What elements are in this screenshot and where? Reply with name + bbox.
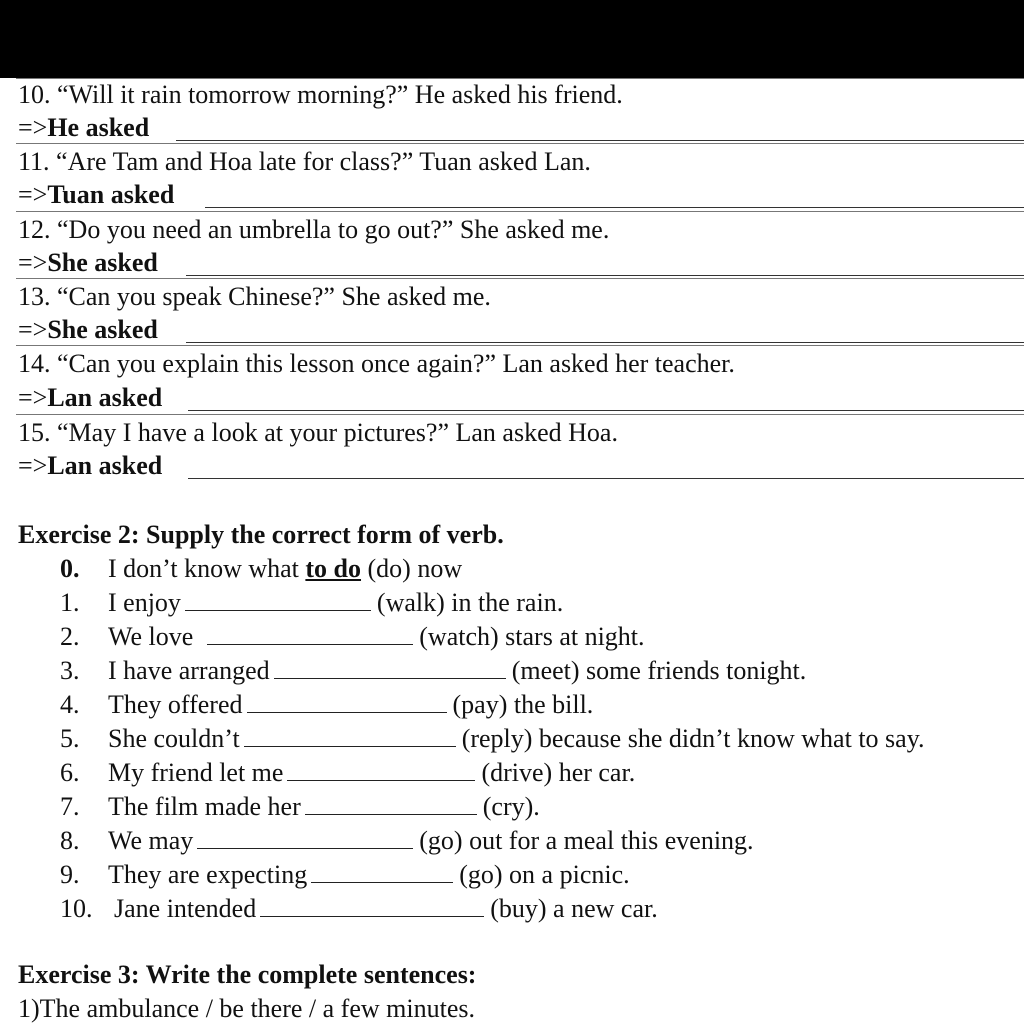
item-hint: (go) out for a meal this evening. <box>419 826 754 855</box>
exercise-2-item-8 <box>60 826 754 856</box>
item-text: The film made her <box>108 792 301 821</box>
answer-prompt-15 <box>18 451 162 481</box>
item-number: 1. <box>60 588 80 617</box>
question-12: 12. “Do you need an umbrella to go out?” She asked me. <box>18 215 610 244</box>
question-11: 11. “Are Tam and Hoa late for class?” Tuan asked Lan. <box>18 147 591 176</box>
question-15: 15. “May I have a look at your pictures?” Lan asked Hoa. <box>18 418 618 447</box>
item-number: 2. <box>60 622 80 651</box>
row-divider <box>16 414 1024 415</box>
exercise-2-item-9 <box>60 860 630 890</box>
answer-line[interactable] <box>205 207 1024 208</box>
answer-blank[interactable] <box>305 794 477 815</box>
answer-lead: Lan asked <box>47 383 163 412</box>
exercise-2-item-7 <box>60 792 540 822</box>
exercise-2-item-10 <box>60 894 658 924</box>
row-divider <box>16 278 1024 279</box>
answer-blank[interactable] <box>185 590 371 611</box>
item-number: 8. <box>60 826 80 855</box>
answer-blank[interactable] <box>274 658 506 679</box>
item-number: 5. <box>60 724 80 753</box>
answer-blank[interactable] <box>287 760 475 781</box>
answer-prompt-10 <box>18 113 149 143</box>
item-text: We may <box>108 826 194 855</box>
item-text: My friend let me <box>108 758 284 787</box>
answer-blank[interactable] <box>260 896 484 917</box>
arrow-symbol: => <box>18 451 48 480</box>
arrow-symbol: => <box>18 113 48 142</box>
exercise-3-item-1: 1)The ambulance / be there / a few minutes. <box>18 994 475 1023</box>
arrow-symbol: => <box>18 383 48 412</box>
item-text: I don’t know what <box>108 554 299 583</box>
item-hint: (watch) stars at night. <box>419 622 645 651</box>
example-answer: to do <box>305 554 362 583</box>
item-text: She couldn’t <box>108 724 240 753</box>
answer-lead: Lan asked <box>47 451 163 480</box>
row-divider <box>16 211 1024 212</box>
exercise-3-title: Exercise 3: Write the complete sentences: <box>18 960 477 989</box>
exercise-2-example <box>60 554 462 584</box>
item-hint: (do) now <box>367 554 463 583</box>
arrow-symbol: => <box>18 248 48 277</box>
item-number: 6. <box>60 758 80 787</box>
answer-lead: Tuan asked <box>47 180 175 209</box>
answer-prompt-11 <box>18 180 174 210</box>
item-number: 9. <box>60 860 80 889</box>
answer-prompt-12 <box>18 248 158 278</box>
answer-blank[interactable] <box>244 726 456 747</box>
exercise-2-item-3 <box>60 656 806 686</box>
question-14: 14. “Can you explain this lesson once again?” Lan asked her teacher. <box>18 349 735 378</box>
answer-blank[interactable] <box>247 692 447 713</box>
item-hint: (drive) her car. <box>481 758 636 787</box>
answer-lead: He asked <box>47 113 150 142</box>
exercise-2-item-4 <box>60 690 593 720</box>
item-number: 3. <box>60 656 80 685</box>
exercise-2-item-1 <box>60 588 563 618</box>
item-hint: (pay) the bill. <box>452 690 594 719</box>
item-number: 7. <box>60 792 80 821</box>
item-number: 10. <box>60 894 93 923</box>
answer-blank[interactable] <box>197 828 413 849</box>
answer-line[interactable] <box>176 140 1024 141</box>
row-divider <box>16 143 1024 144</box>
top-black-bar <box>0 0 1024 78</box>
exercise-2-title: Exercise 2: Supply the correct form of verb. <box>18 520 504 549</box>
item-hint: (walk) in the rain. <box>376 588 564 617</box>
item-number: 4. <box>60 690 80 719</box>
item-hint: (go) on a picnic. <box>459 860 630 889</box>
item-text: They are expecting <box>108 860 308 889</box>
question-10: 10. “Will it rain tomorrow morning?” He asked his friend. <box>18 80 623 109</box>
item-hint: (buy) a new car. <box>490 894 658 923</box>
exercise-2-item-6 <box>60 758 635 788</box>
worksheet-page <box>0 78 1024 1024</box>
exercise-2-item-2 <box>60 622 645 652</box>
item-text: I have arranged <box>108 656 270 685</box>
arrow-symbol: => <box>18 180 48 209</box>
answer-blank[interactable] <box>207 624 413 645</box>
item-text: I enjoy <box>108 588 181 617</box>
item-text: We love <box>108 622 194 651</box>
item-hint: (reply) because she didn’t know what to say. <box>461 724 925 753</box>
item-number: 0. <box>60 554 80 583</box>
item-hint: (cry). <box>482 792 540 821</box>
answer-line[interactable] <box>186 342 1024 343</box>
row-divider <box>16 78 1024 79</box>
item-text: They offered <box>108 690 243 719</box>
answer-lead: She asked <box>47 248 158 277</box>
answer-prompt-13 <box>18 315 158 345</box>
answer-blank[interactable] <box>311 862 453 883</box>
arrow-symbol: => <box>18 315 48 344</box>
answer-line[interactable] <box>186 275 1024 276</box>
answer-lead: She asked <box>47 315 158 344</box>
item-text: Jane intended <box>114 894 257 923</box>
exercise-2-item-5 <box>60 724 925 754</box>
row-divider <box>16 345 1024 346</box>
item-hint: (meet) some friends tonight. <box>511 656 807 685</box>
answer-line[interactable] <box>188 410 1024 411</box>
answer-line[interactable] <box>188 478 1024 479</box>
question-13: 13. “Can you speak Chinese?” She asked me. <box>18 282 491 311</box>
answer-prompt-14 <box>18 383 162 413</box>
